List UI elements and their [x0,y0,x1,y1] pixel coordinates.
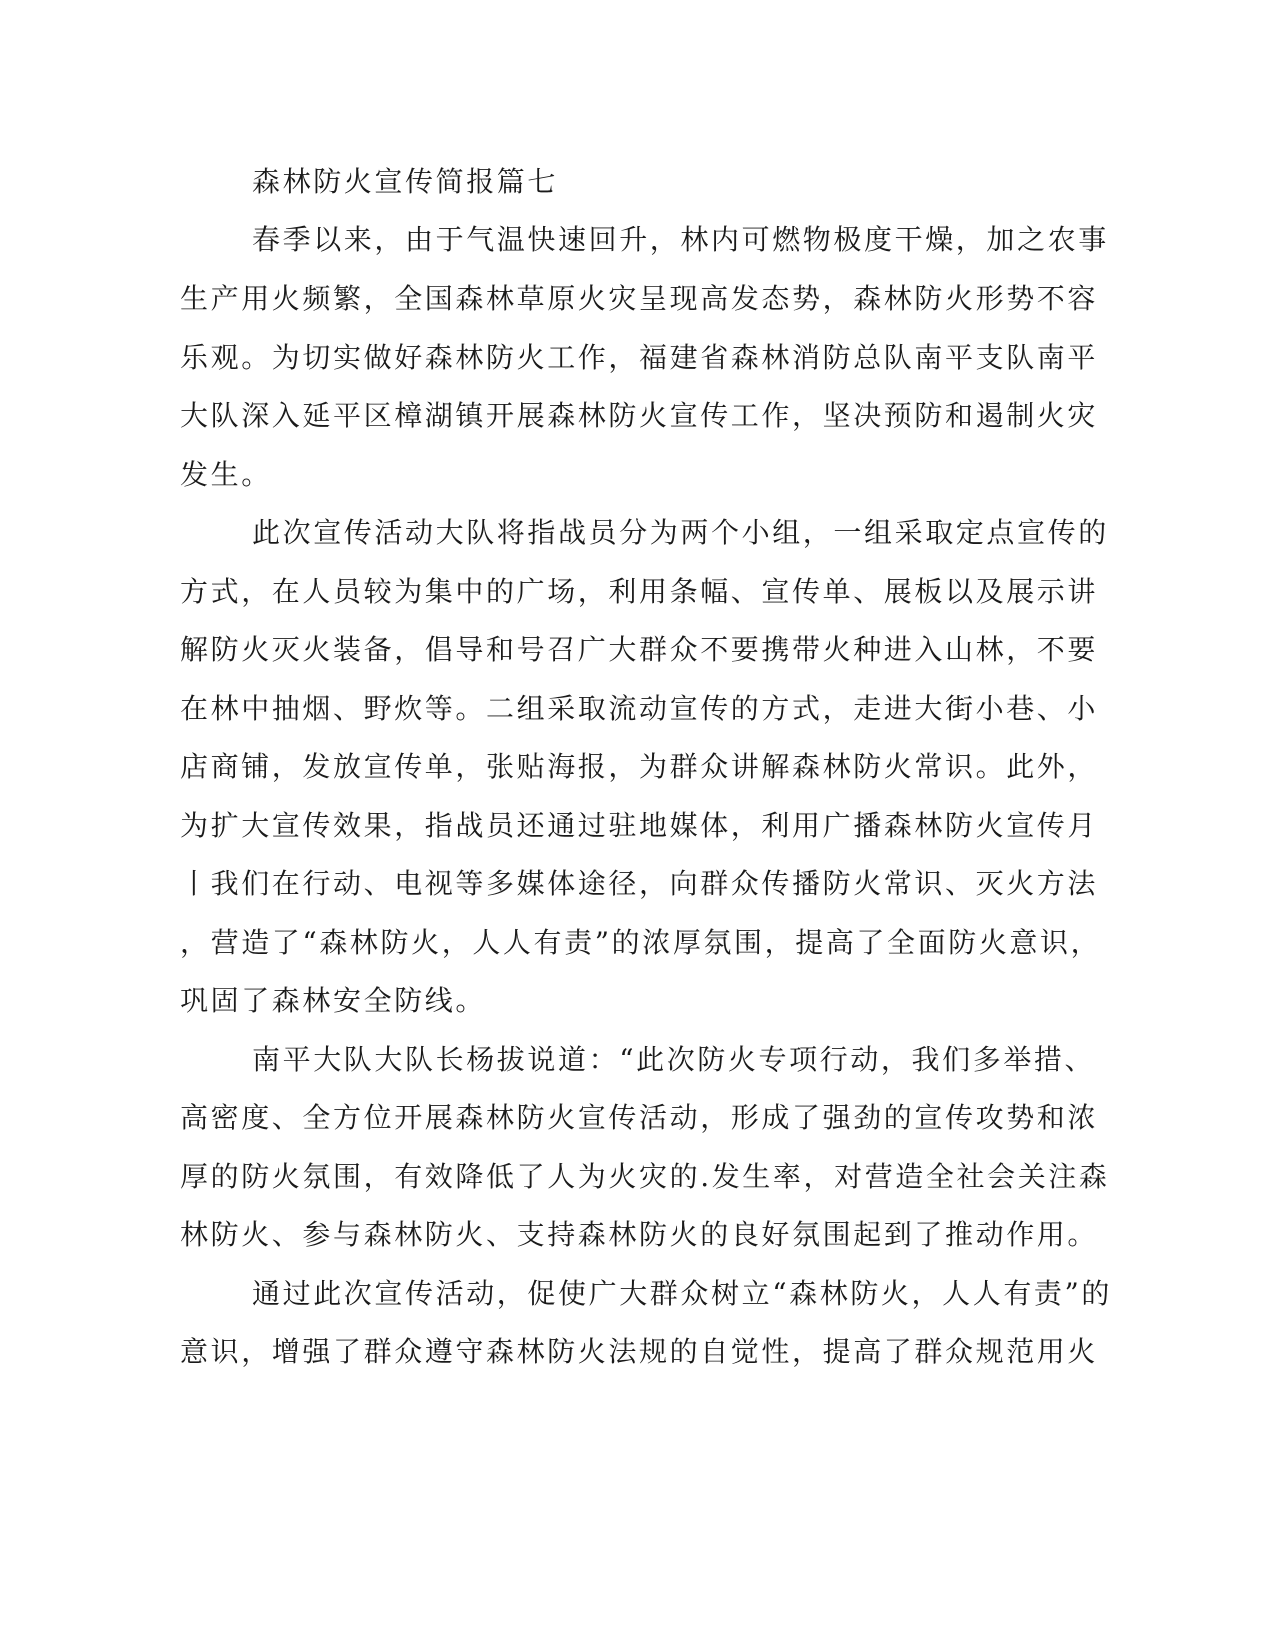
paragraph-4-line-1: 通过此次宣传活动，促使广大群众树立“森林防火，人人有责”的 [252,1277,1113,1310]
paragraph-1-line-5: 发生。 [180,458,272,491]
paragraph-3-line-3: 厚的防火氛围，有效降低了人为火灾的.发生率，对营造全社会关注森 [180,1160,1110,1193]
paragraph-2-line-5: 店商铺，发放宣传单，张贴海报，为群众讲解森林防火常识。此外， [180,750,1099,783]
paragraph-1-line-1: 春季以来，由于气温快速回升，林内可燃物极度干燥，加之农事 [252,223,1109,256]
paragraph-2-line-1: 此次宣传活动大队将指战员分为两个小组，一组采取定点宣传的 [252,516,1109,549]
paragraph-3-line-1: 南平大队大队长杨拔说道：“此次防火专项行动，我们多举措、 [252,1043,1096,1076]
paragraph-3-line-4: 林防火、参与森林防火、支持森林防火的良好氛围起到了推动作用。 [180,1218,1099,1251]
paragraph-1-line-4: 大队深入延平区樟湖镇开展森林防火宣传工作，坚决预防和遏制火灾 [180,399,1099,432]
paragraph-2-line-4: 在林中抽烟、野炊等。二组采取流动宣传的方式，走进大街小巷、小 [180,692,1099,725]
paragraph-1-line-3: 乐观。为切实做好森林防火工作，福建省森林消防总队南平支队南平 [180,341,1099,374]
paragraph-2-line-7: 丨我们在行动、电视等多媒体途径，向群众传播防火常识、灭火方法 [180,867,1099,900]
paragraph-2-line-8: ，营造了“森林防火，人人有责”的浓厚氛围，提高了全面防火意识， [180,926,1102,959]
document-title: 森林防火宣传简报篇七 [252,165,559,198]
paragraph-2-line-9: 巩固了森林安全防线。 [180,984,487,1017]
paragraph-2-line-3: 解防火灭火装备，倡导和号召广大群众不要携带火种进入山林，不要 [180,633,1099,666]
paragraph-3-line-2: 高密度、全方位开展森林防火宣传活动，形成了强劲的宣传攻势和浓 [180,1101,1099,1134]
paragraph-4-line-2: 意识，增强了群众遵守森林防火法规的自觉性，提高了群众规范用火 [180,1335,1099,1368]
paragraph-2-line-2: 方式，在人员较为集中的广场，利用条幅、宣传单、展板以及展示讲 [180,575,1099,608]
paragraph-2-line-6: 为扩大宣传效果，指战员还通过驻地媒体，利用广播森林防火宣传月 [180,809,1099,842]
paragraph-1-line-2: 生产用火频繁，全国森林草原火灾呈现高发态势，森林防火形势不容 [180,282,1099,315]
